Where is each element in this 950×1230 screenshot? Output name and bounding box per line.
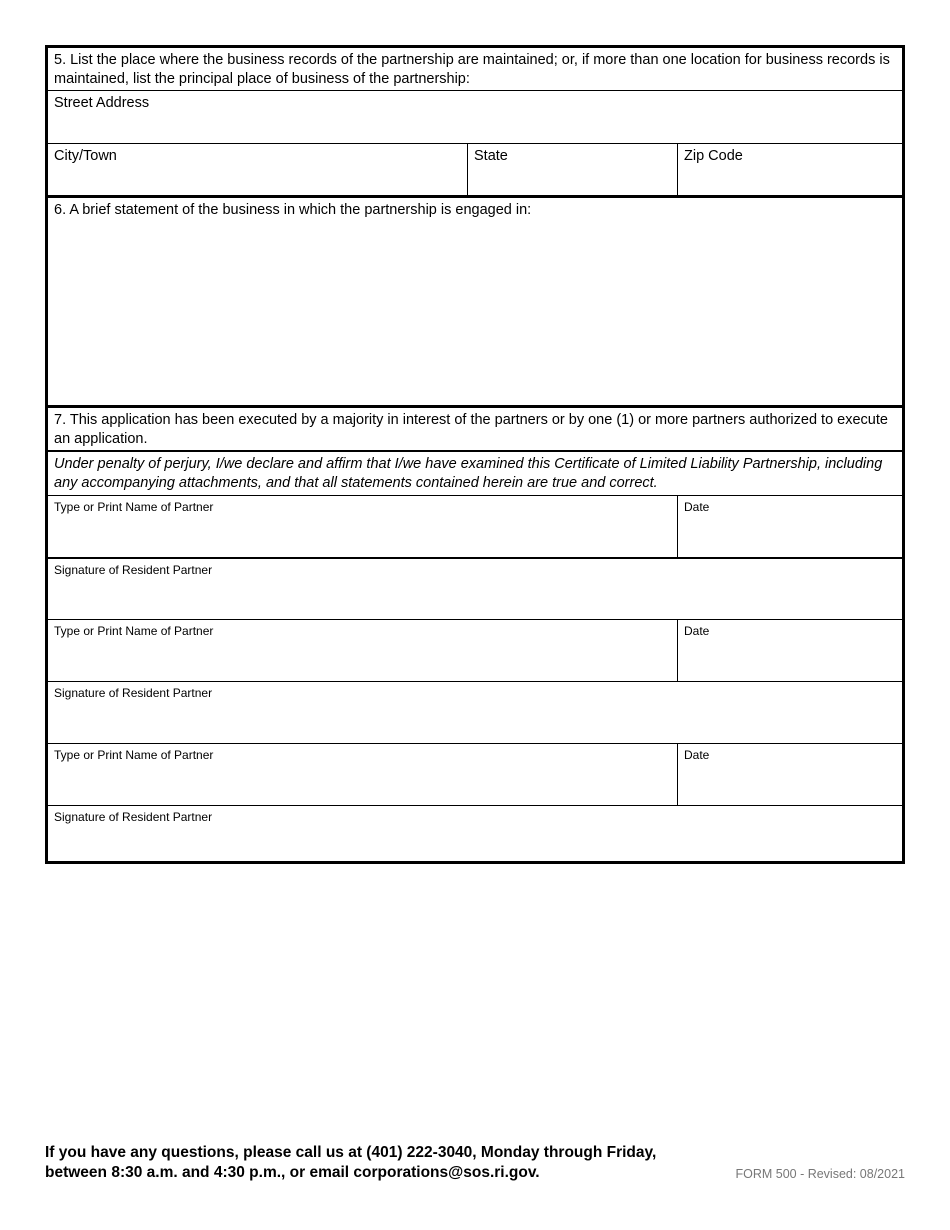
state-field[interactable] [467, 144, 677, 195]
contact-line-1: If you have any questions, please call us at (401) 222-3040, Monday through Friday, [45, 1144, 657, 1161]
perjury-declaration: Under penalty of perjury, I/we declare and affirm that I/we have examined this Certificate of Limited Liability Partnership, including any accompanying attachments, and that all statements contained herein are true and correct. [54, 456, 883, 491]
partner-signature-row [48, 557, 902, 619]
street-address-row [48, 90, 902, 143]
street-address-label: Street Address [54, 95, 150, 111]
partner-signature-label: Signature of Resident Partner [54, 686, 213, 700]
partner-name-label: Type or Print Name of Partner [54, 624, 214, 638]
partner-signature-field[interactable] [48, 559, 902, 619]
section7-row [48, 405, 902, 450]
form-number: FORM 500 - Revised: 08/2021 [735, 1167, 905, 1181]
partner-signature-field[interactable] [48, 682, 902, 743]
state-label: State [474, 148, 508, 164]
zip-code-field[interactable] [677, 144, 902, 195]
partner-name-row [48, 495, 902, 557]
city-label: City/Town [54, 148, 117, 164]
contact-line-2: between 8:30 a.m. and 4:30 p.m., or email corporations@sos.ri.gov. [45, 1164, 540, 1181]
declaration-row [48, 450, 902, 495]
partner-signature-field[interactable] [48, 806, 902, 861]
zip-code-label: Zip Code [684, 148, 743, 164]
partner-name-field[interactable] [48, 744, 677, 805]
partner-signature-row [48, 805, 902, 861]
business-statement-field[interactable] [48, 198, 902, 405]
partner-date-field[interactable] [677, 496, 902, 557]
partner-signature-row [48, 681, 902, 743]
section7-prompt: 7. This application has been executed by a majority in interest of the partners or by one (1) or more partners authorized to execute an application. [54, 412, 888, 447]
business-statement-row [48, 195, 902, 405]
section5-prompt-row [48, 48, 902, 90]
partner-name-label: Type or Print Name of Partner [54, 748, 214, 762]
partner-signature-label: Signature of Resident Partner [54, 810, 213, 824]
contact-footer [45, 1143, 656, 1183]
section6-prompt: 6. A brief statement of the business in which the partnership is engaged in: [54, 202, 532, 218]
partner-signature-label: Signature of Resident Partner [54, 563, 213, 577]
partner-date-label: Date [684, 500, 710, 514]
partner-name-row [48, 743, 902, 805]
street-address-field[interactable] [48, 91, 902, 143]
city-field[interactable] [48, 144, 467, 195]
partner-date-field[interactable] [677, 744, 902, 805]
form-table [45, 45, 905, 864]
partner-date-label: Date [684, 748, 710, 762]
partner-date-field[interactable] [677, 620, 902, 681]
partner-name-label: Type or Print Name of Partner [54, 500, 214, 514]
partner-name-row [48, 619, 902, 681]
partner-name-field[interactable] [48, 620, 677, 681]
section5-prompt: 5. List the place where the business records of the partnership are maintained; or, if more than one location for business records is maintained, list the principal place of business of the partnership: [54, 52, 890, 87]
partner-name-field[interactable] [48, 496, 677, 557]
city-state-zip-row [48, 143, 902, 195]
partner-date-label: Date [684, 624, 710, 638]
